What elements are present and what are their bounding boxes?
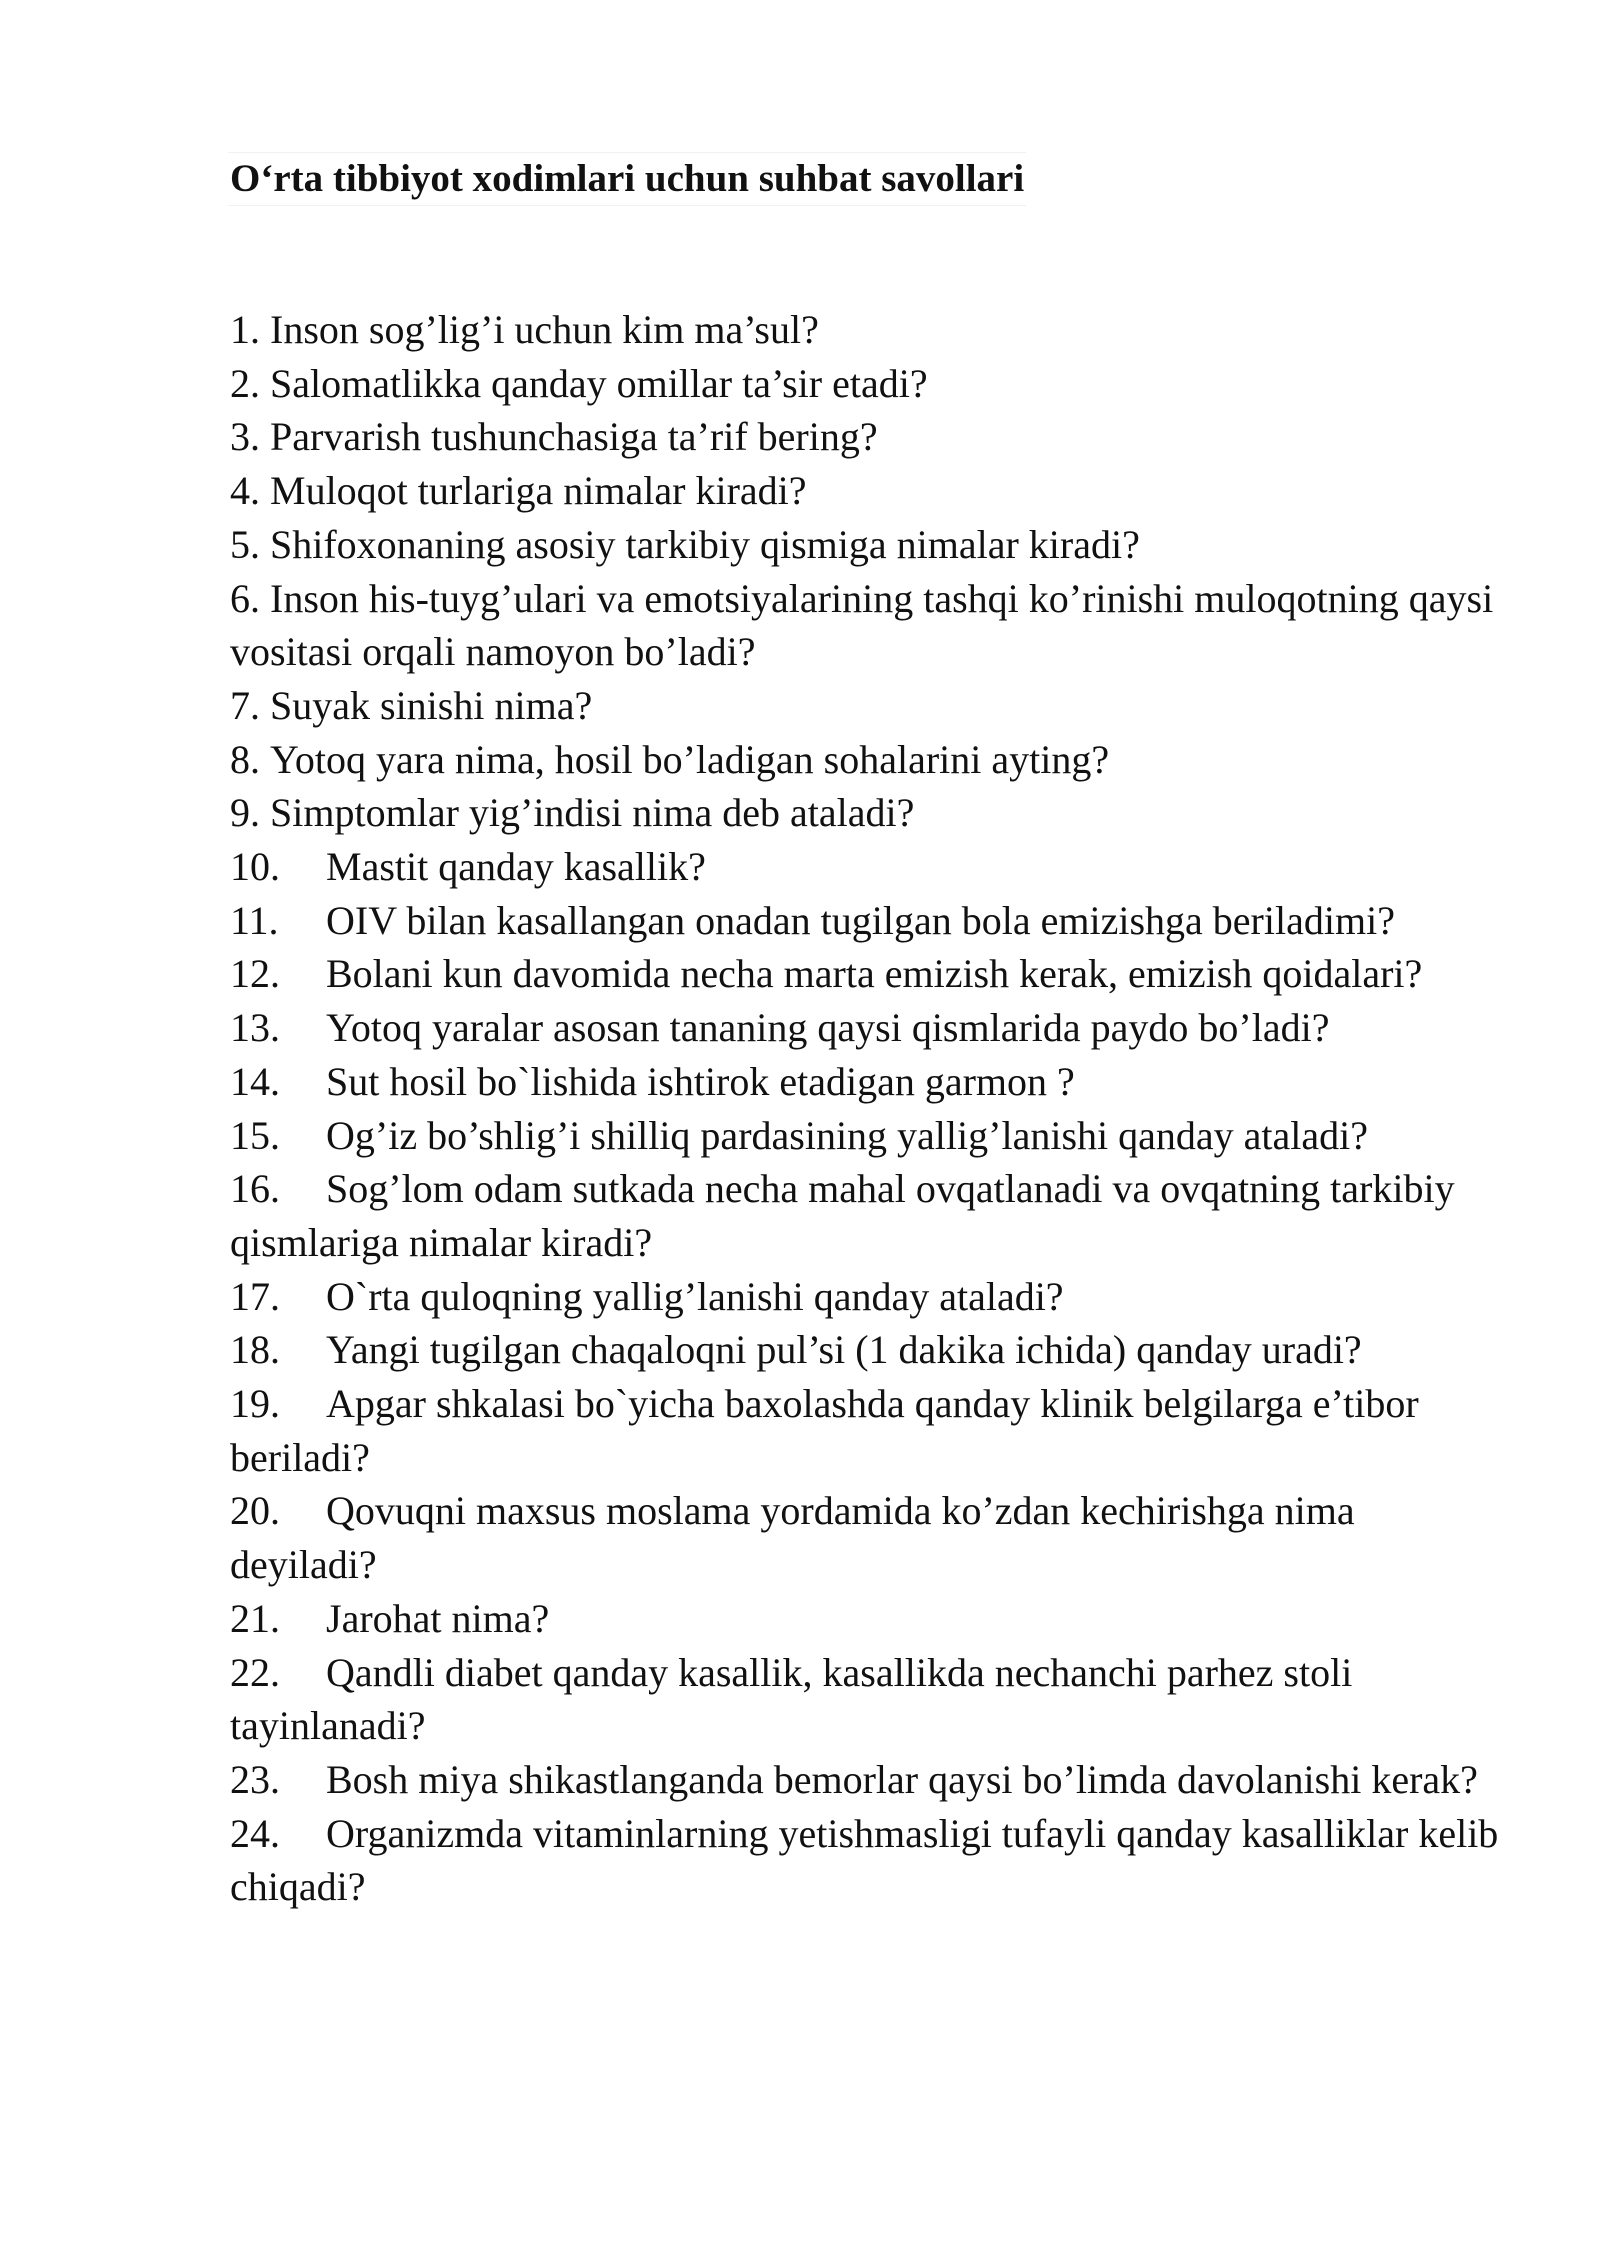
question-text: Mastit qanday kasallik?	[326, 844, 706, 890]
question-item	[230, 1484, 1500, 1591]
question-text: Salomatlikka qanday omillar ta’sir etadi?	[270, 360, 928, 406]
question-item	[230, 410, 1500, 464]
question-text: Shifoxonaning asosiy tarkibiy qismiga nimalar kiradi?	[270, 521, 1140, 567]
question-item	[230, 1807, 1500, 1914]
question-number: 21.	[230, 1595, 280, 1641]
question-text: Apgar shkalasi bo`yicha baxolashda qanday klinik belgilarga e’tibor beriladi?	[230, 1381, 1419, 1480]
question-number: 3.	[230, 414, 260, 460]
question-item	[230, 1592, 1500, 1646]
question-item	[230, 1055, 1500, 1109]
question-text: Yangi tugilgan chaqaloqni pul’si (1 dakika ichida) qanday uradi?	[326, 1327, 1362, 1373]
question-item	[230, 786, 1500, 840]
question-number: 20.	[230, 1488, 280, 1534]
question-number: 8.	[230, 736, 260, 782]
question-text: Inson sog’lig’i uchun kim ma’sul?	[270, 307, 819, 352]
question-number: 6.	[230, 575, 260, 621]
question-item	[230, 357, 1500, 411]
question-text: Bosh miya shikastlanganda bemorlar qaysi bo’limda davolanishi kerak?	[326, 1756, 1478, 1802]
question-item	[230, 518, 1500, 572]
question-number: 14.	[230, 1058, 280, 1104]
document-title: O‘rta tibbiyot xodimlari uchun suhbat savollari	[228, 152, 1026, 206]
question-number: 12.	[230, 951, 280, 997]
question-number: 17.	[230, 1273, 280, 1319]
question-number: 23.	[230, 1756, 280, 1802]
question-number: 11.	[230, 897, 279, 943]
question-text: Yotoq yara nima, hosil bo’ladigan sohalarini ayting?	[270, 736, 1110, 782]
question-text: Muloqot turlariga nimalar kiradi?	[270, 468, 807, 514]
question-number: 15.	[230, 1112, 280, 1158]
question-text: Qovuqni maxsus moslama yordamida ko’zdan kechirishga nima deyiladi?	[230, 1488, 1355, 1588]
question-text: Parvarish tushunchasiga ta’rif bering?	[270, 414, 878, 460]
question-item	[230, 1162, 1500, 1269]
question-number: 13.	[230, 1005, 280, 1051]
question-list	[230, 303, 1500, 1914]
question-item	[230, 1646, 1500, 1753]
question-item	[230, 1109, 1500, 1163]
question-item	[230, 572, 1500, 679]
question-number: 4.	[230, 468, 260, 514]
question-text: Qandli diabet qanday kasallik, kasallikda nechanchi parhez stoli tayinlanadi?	[230, 1649, 1353, 1749]
question-item	[230, 733, 1500, 787]
question-text: Organizmda vitaminlarning yetishmasligi tufayli qanday kasalliklar kelib chiqadi?	[230, 1810, 1499, 1910]
question-item	[230, 840, 1500, 894]
question-item	[230, 303, 1500, 357]
question-item	[230, 679, 1500, 733]
question-number: 1.	[230, 307, 260, 352]
question-number: 10.	[230, 844, 280, 890]
question-item	[230, 464, 1500, 518]
question-number: 24.	[230, 1810, 280, 1856]
question-item	[230, 1001, 1500, 1055]
question-number: 5.	[230, 521, 260, 567]
question-item	[230, 1753, 1500, 1807]
question-number: 7.	[230, 682, 260, 728]
question-item	[230, 1323, 1500, 1377]
question-item	[230, 894, 1500, 948]
question-text: Sog’lom odam sutkada necha mahal ovqatlanadi va ovqatning tarkibiy qismlariga nimalar kiradi?	[230, 1166, 1455, 1265]
question-number: 9.	[230, 790, 260, 836]
question-item	[230, 947, 1500, 1001]
question-item	[230, 1270, 1500, 1324]
question-number: 18.	[230, 1327, 280, 1373]
question-number: 16.	[230, 1166, 280, 1212]
question-text: Simptomlar yig’indisi nima deb ataladi?	[270, 790, 915, 836]
question-text: O`rta quloqning yallig’lanishi qanday ataladi?	[326, 1273, 1064, 1319]
question-item	[230, 1377, 1500, 1484]
question-text: OIV bilan kasallangan onadan tugilgan bola emizishga beriladimi?	[326, 897, 1395, 943]
question-text: Og’iz bo’shlig’i shilliq pardasining yallig’lanishi qanday ataladi?	[326, 1112, 1368, 1158]
question-number: 22.	[230, 1649, 280, 1695]
question-text: Suyak sinishi nima?	[270, 682, 593, 728]
question-text: Inson his-tuyg’ulari va emotsiyalarining tashqi ko’rinishi muloqotning qaysi vositasi orqali namoyon bo’ladi?	[230, 575, 1494, 675]
question-text: Sut hosil bo`lishida ishtirok etadigan garmon ?	[326, 1058, 1075, 1104]
question-text: Yotoq yaralar asosan tananing qaysi qismlarida paydo bo’ladi?	[326, 1005, 1330, 1051]
question-text: Bolani kun davomida necha marta emizish kerak, emizish qoidalari?	[326, 951, 1423, 997]
question-text: Jarohat nima?	[326, 1595, 550, 1641]
question-number: 2.	[230, 360, 260, 406]
question-number: 19.	[230, 1381, 280, 1427]
